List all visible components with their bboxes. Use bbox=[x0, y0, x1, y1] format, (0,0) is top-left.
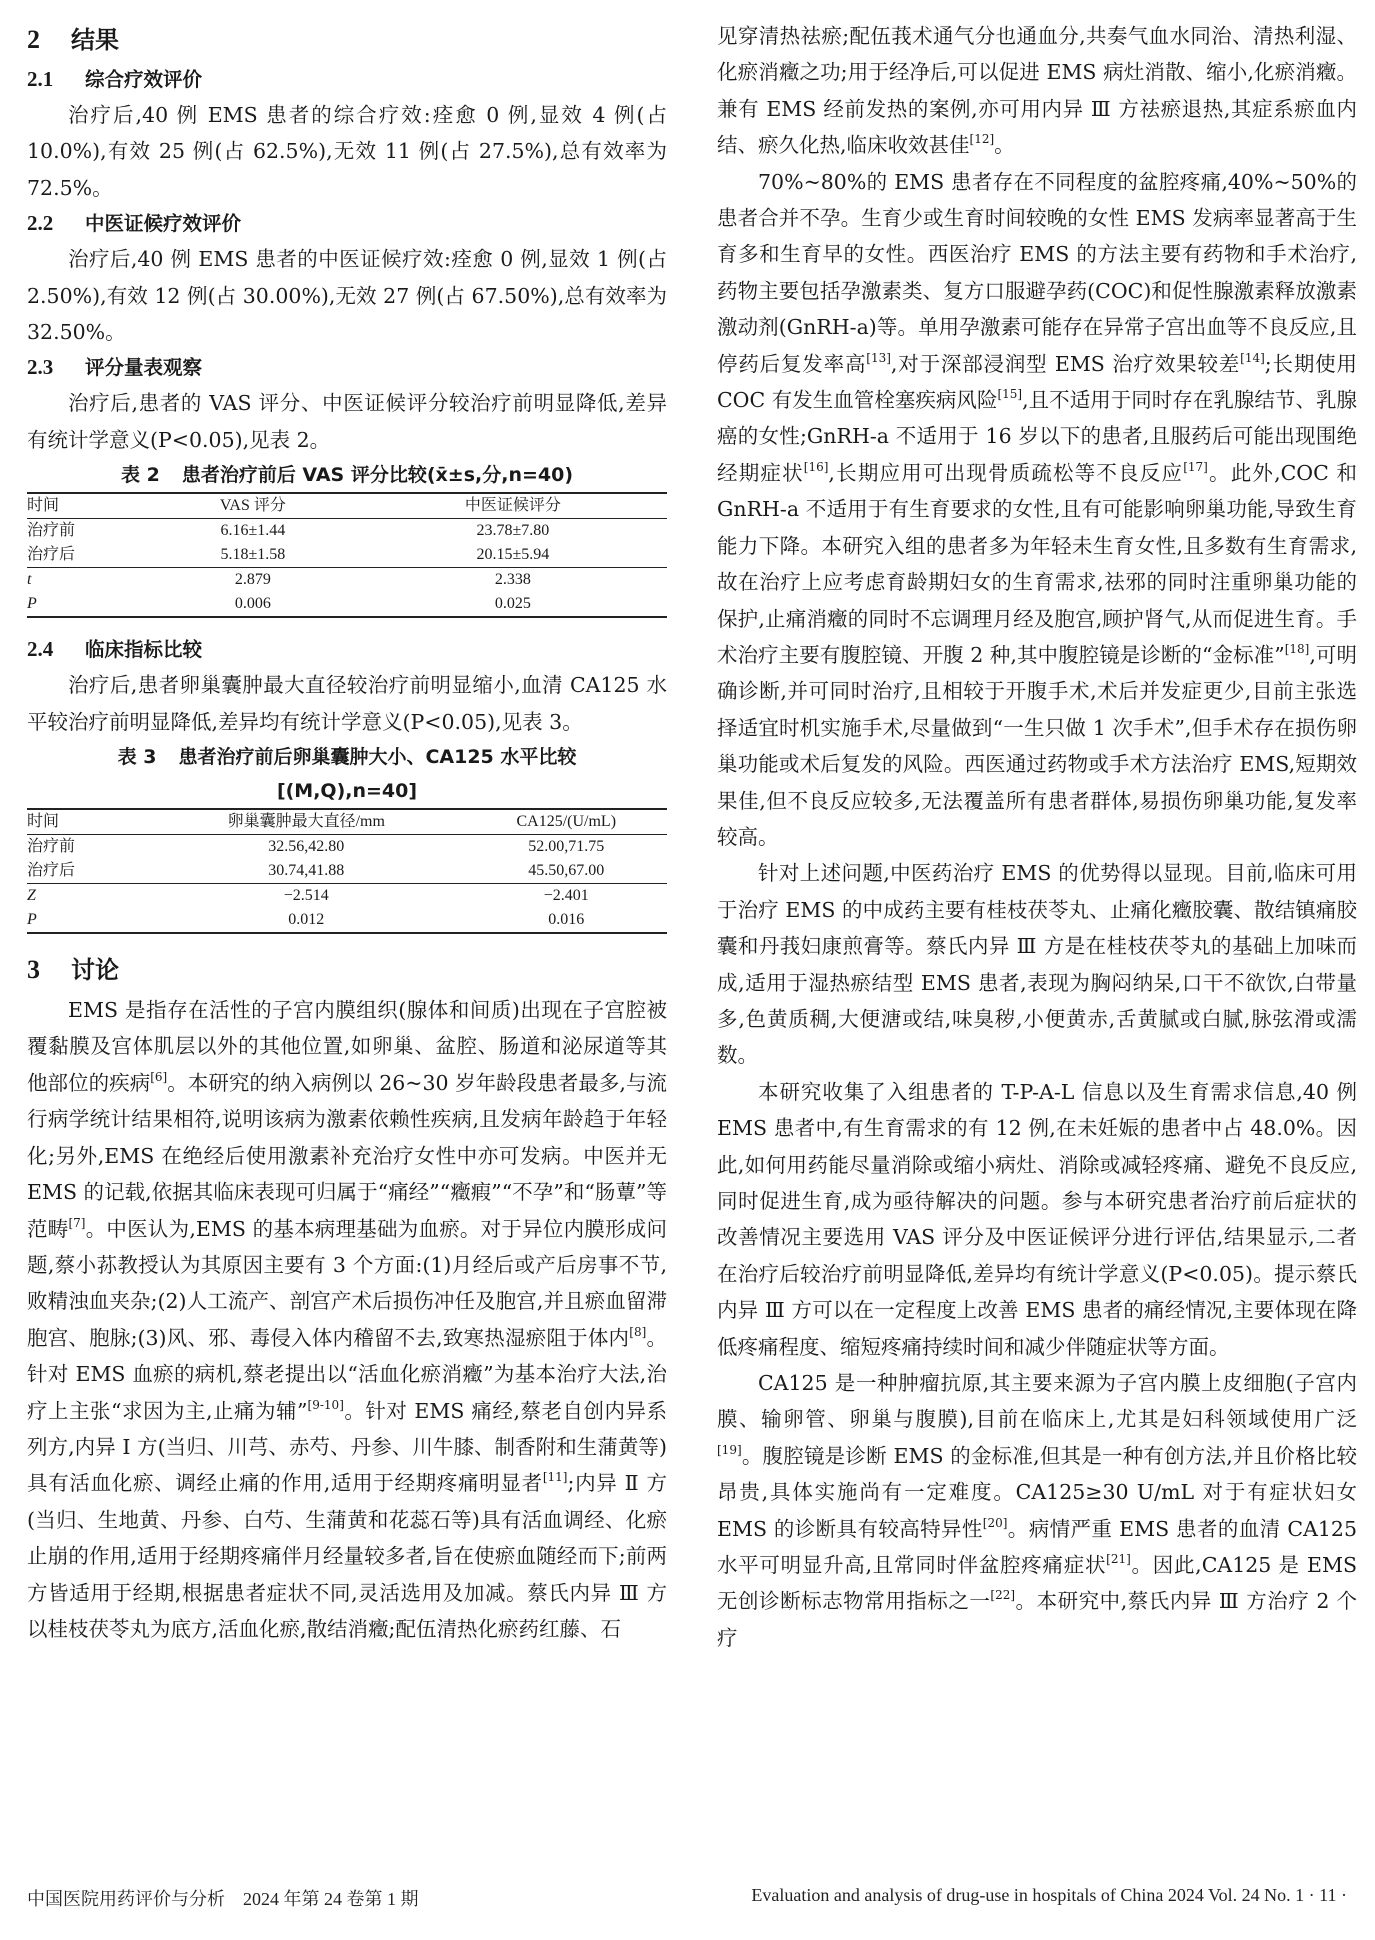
table-row-stat: P 0.012 0.016 bbox=[27, 908, 667, 933]
citation[interactable]: [8] bbox=[629, 1324, 647, 1339]
table-row: 治疗前 6.16±1.44 23.78±7.80 bbox=[27, 522, 550, 540]
section-heading-results: 2 结果 bbox=[27, 25, 119, 54]
paragraph-score-observation: 治疗后,患者的 VAS 评分、中医证候评分较治疗前明显降低,差异有统计学意义(P<0.05),见表 2。 bbox=[27, 391, 667, 452]
citation[interactable]: [18] bbox=[1284, 641, 1310, 656]
citation[interactable]: [6] bbox=[150, 1069, 168, 1084]
table-2-caption: 表 2 患者治疗前后 VAS 评分比较(x̄±s,分,n=40) bbox=[120, 464, 574, 487]
paragraph-discussion-1: EMS 是指存在活性的子宫内膜组织(腺体和间质)出现在子宫腔被覆黏膜及宫体肌层以外的其他位置,如卵巢、盆腔、肠道和泌尿道等其他部位的疾病[6]。本研究的纳入病例以 26~30 岁年龄段患者最多,与流行病学统计结果相符,说明该病为激素依赖性疾病,且发病年龄趋于年轻化;另外,EMS 在绝经后使用激素补充治疗女性中亦可发病。中医并无 EMS 的记载,依据其临床表现可归属于“痛经”“癥瘕”“不孕”和“肠蕈”等范畴[7]。中医认为,EMS 的基本病理基础为血瘀。对于异位内膜形成问题,蔡小荪教授认为其原因主要有 3 个方面:(1)月经后或产后房事不节,败精浊血夹杂;(2)人工流产、剖宫产术后损伤冲任及胞宫,并且瘀血留滞胞宫、胞脉;(3)风、邪、毒侵入体内稽留不去,致寒热湿瘀阻于体内[8]。针对 EMS 血瘀的病机,蔡老提出以“活血化瘀消癥”为基本治疗大法,治疗上主张“求因为主,止痛为辅”[9-10]。针对 EMS 痛经,蔡老自创内异系列方,内异 Ⅰ 方(当归、川芎、赤芍、丹参、川牛膝、制香附和生蒲黄等)具有活血化瘀、调经止痛的作用,适用于经期疼痛明显者[11];内异 Ⅱ 方(当归、生地黄、丹参、白芍、生蒲黄和花蕊石等)具有活血调经、化瘀止崩的作用,适用于经期疼痛伴月经量较多者,旨在使瘀血随经而下;前两方皆适用于经期,根据患者症状不同,灵活选用及加减。蔡氏内异 Ⅲ 方以桂枝茯苓丸为底方,活血化瘀,散结消癥;配伍清热化瘀药红藤、石 bbox=[27, 998, 668, 1641]
paragraph-tcm-efficacy: 治疗后,40 例 EMS 患者的中医证候疗效:痊愈 0 例,显效 1 例(占 2.50%),有效 12 例(占 30.00%),无效 27 例(占 67.50%),总有效率为 32.50%。 bbox=[27, 247, 667, 345]
left-column bbox=[27, 18, 667, 1647]
table-row: 治疗后 5.18±1.58 20.15±5.94 bbox=[27, 546, 550, 564]
table-2 bbox=[27, 492, 667, 618]
right-column bbox=[717, 18, 1357, 1656]
subsection-heading-2-2: 2.2 中医证候疗效评价 bbox=[27, 211, 242, 236]
citation[interactable]: [19] bbox=[717, 1442, 742, 1457]
subsection-heading-2-4: 2.4 临床指标比较 bbox=[27, 637, 203, 662]
paragraph-ca125: CA125 是一种肿瘤抗原,其主要来源为子宫内膜上皮细胞(子宫内膜、输卵管、卵巢与腹膜),目前在临床上,尤其是妇科领域使用广泛[19]。腹腔镜是诊断 EMS 的金标准,但其是一种有创方法,并且价格比较昂贵,具体实施尚有一定难度。CA125≥30 U/mL 对于有症状妇女 EMS 的诊断具有较高特异性[20]。病情严重 EMS 患者的血清 CA125 水平可明显升高,且常同时伴盆腔疼痛症状[21]。因此,CA125 是 EMS 无创诊断标志物常用指标之一[22]。本研究中,蔡氏内异 Ⅲ 方治疗 2 个疗 bbox=[717, 1371, 1358, 1650]
citation[interactable]: [14] bbox=[1240, 350, 1265, 365]
table-row-stat: Z −2.514 −2.401 bbox=[27, 884, 667, 909]
citation[interactable]: [21] bbox=[1106, 1552, 1131, 1567]
paragraph-overall-efficacy: 治疗后,40 例 EMS 患者的综合疗效:痊愈 0 例,显效 4 例(占 10.0%),有效 25 例(占 62.5%),无效 11 例(占 27.5%),总有效率为 72.5%。 bbox=[27, 103, 667, 200]
citation[interactable]: [20] bbox=[982, 1515, 1008, 1530]
table-header-row: 时间 VAS 评分 中医证候评分 bbox=[27, 493, 667, 519]
table-row: 治疗前 32.56,42.80 52.00,71.75 bbox=[27, 838, 605, 856]
citation[interactable]: [16] bbox=[803, 459, 829, 474]
subsection-heading-2-1: 2.1 综合疗效评价 bbox=[27, 67, 203, 91]
citation[interactable]: [15] bbox=[997, 387, 1023, 402]
citation[interactable]: [11] bbox=[542, 1470, 568, 1485]
table-header-row: 时间 卵巢囊肿最大直径/mm CA125/(U/mL) bbox=[27, 809, 667, 835]
subsection-heading-2-3: 2.3 评分量表观察 bbox=[27, 355, 203, 380]
citation[interactable]: [12] bbox=[969, 132, 995, 147]
citation[interactable]: [7] bbox=[68, 1215, 86, 1230]
paragraph-clinical-indicators: 治疗后,患者卵巢囊肿最大直径较治疗前明显缩小,血清 CA125 水平较治疗前明显降低,差异均有统计学意义(P<0.05),见表 3。 bbox=[27, 673, 667, 734]
citation[interactable]: [22] bbox=[990, 1588, 1016, 1603]
citation[interactable]: [9-10] bbox=[307, 1397, 344, 1412]
table-3-caption-subtitle: [(M,Q),n=40] bbox=[276, 780, 418, 803]
table-row: 治疗后 30.74,41.88 45.50,67.00 bbox=[27, 862, 605, 880]
table-row-stat: P 0.006 0.025 bbox=[27, 592, 667, 617]
paragraph-study-findings: 本研究收集了入组患者的 T-P-A-L 信息以及生育需求信息,40 例 EMS 患者中,有生育需求的有 12 例,在未妊娠的患者中占 48.0%。因此,如何用药能尽量消除或缩小病灶、消除或减轻疼痛、避免不良反应,同时促进生育,成为亟待解决的问题。参与本研究患者治疗前后症状的改善情况主要选用 VAS 评分及中医证候评分进行评估,结果显示,二者在治疗后较治疗前明显降低,差异均有统计学意义(P<0.05)。提示蔡氏内异 Ⅲ 方可以在一定程度上改善 EMS 患者的痛经情况,主要体现在降低疼痛程度、缩短疼痛持续时间和减少伴随症状等方面。 bbox=[717, 1079, 1357, 1359]
section-heading-discussion: 3 讨论 bbox=[27, 955, 119, 985]
footer-journal-chinese: 中国医院用药评价与分析 2024 年第 24 卷第 1 期 bbox=[27, 1889, 419, 1909]
citation[interactable]: [13] bbox=[866, 350, 891, 365]
paragraph-continued: 见穿清热祛瘀;配伍莪术通气分也通血分,共奏气血水同治、清热利湿、化瘀消癥之功;用于经净后,可以促进 EMS 病灶消散、缩小,化瘀消癥。兼有 EMS 经前发热的案例,亦可用内异 Ⅲ 方祛瘀退热,其症系瘀血内结、瘀久化热,临床收效甚佳[12]。 bbox=[717, 24, 1357, 158]
paragraph-western-treatment: 70%~80%的 EMS 患者存在不同程度的盆腔疼痛,40%~50%的患者合并不孕。生育少或生育时间较晚的女性 EMS 发病率显著高于生育多和生育早的女性。西医治疗 EMS 的方法主要有药物和手术治疗,药物主要包括孕激素类、复方口服避孕药(COC)和促性腺激素释放激素激动剂(GnRH-a)等。单用孕激素可能存在异常子宫出血等不良反应,且停药后复发率高[13],对于深部浸润型 EMS 治疗效果较差[14];长期使用 COC 有发生血管栓塞疾病风险[15],且不适用于同时存在乳腺结节、乳腺癌的女性;GnRH-a 不适用于 16 岁以下的患者,且服药后可能出现围绝经期症状[16],长期应用可出现骨质疏松等不良反应[17]。此外,COC 和 GnRH-a 不适用于有生育要求的女性,且有可能影响卵巢功能,导致生育能力下降。本研究入组的患者多为年轻未生育女性,且多数有生育需求,故在治疗上应考虑育龄期妇女的生育需求,祛邪的同时注重卵巢功能的保护,止痛消癥的同时不忘调理月经及胞宫,顾护肾气,从而促进生育。手术治疗主要有腹腔镜、开腹 2 种,其中腹腔镜是诊断的“金标准”[18],可明确诊断,并可同时治疗,且相较于开腹手术,术后并发症更少,目前主张选择适宜时机实施手术,尽量做到“一生只做 1 次手术”,但手术存在损伤卵巢功能或术后复发的风险。西医通过药物或手术方法治疗 EMS,短期效果佳,但不良反应较多,无法覆盖所有患者群体,易损伤卵巢功能,复发率较高。 bbox=[717, 169, 1358, 849]
footer-journal-english: Evaluation and analysis of drug-use in hospitals of China 2024 Vol. 24 No. 1 · 11 · bbox=[751, 1885, 1347, 1905]
table-row-stat: t 2.879 2.338 bbox=[27, 568, 667, 593]
paragraph-tcm-advantage: 针对上述问题,中医药治疗 EMS 的优势得以显现。目前,临床可用于治疗 EMS 的中成药主要有桂枝茯苓丸、止痛化癥胶囊、散结镇痛胶囊和丹莪妇康煎膏等。蔡氏内异 Ⅲ 方是在桂枝茯苓丸的基础上加味而成,适用于湿热瘀结型 EMS 患者,表现为胸闷纳呆,口干不欲饮,白带量多,色黄质稠,大便溏或结,味臭秽,小便黄赤,舌黄腻或白腻,脉弦滑或濡数。 bbox=[717, 861, 1357, 1068]
citation[interactable]: [17] bbox=[1183, 459, 1208, 474]
table-3 bbox=[27, 808, 667, 934]
table-3-caption: 表 3 患者治疗前后卵巢囊肿大小、CA125 水平比较 bbox=[117, 746, 577, 769]
